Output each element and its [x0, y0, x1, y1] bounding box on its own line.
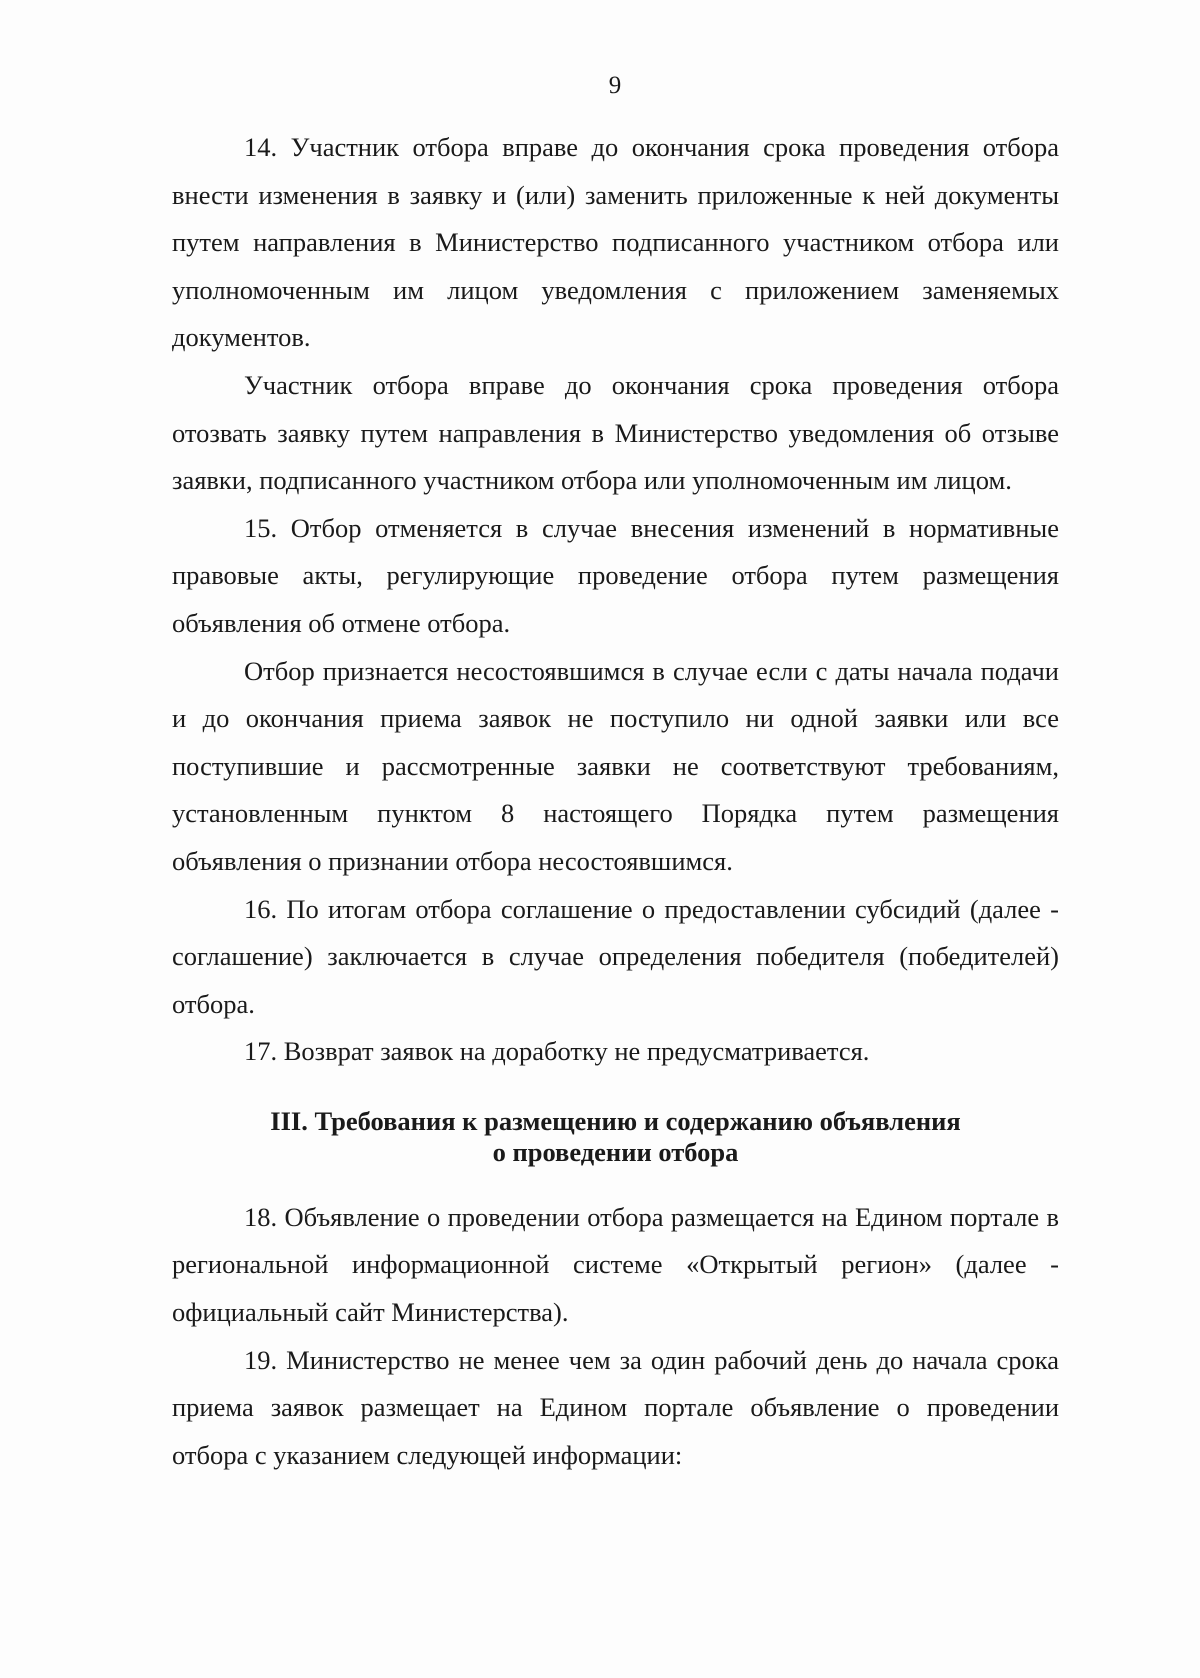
section-heading-line-2: о проведении отбора	[492, 1136, 739, 1167]
paragraph-15-failed-selection: Отбор признается несостоявшимся в случае если с даты начала подачи и до окончания приема заявок не поступило ни одной заявки или все поступившие и рассмотренные заявки не соответствуют требованиям, установленным пунктом 8 настоящего Порядка путем размещения объявления о признании отбора несостоявшимся.	[172, 655, 1059, 876]
section-heading-line-1: III. Требования к размещению и содержанию объявления	[270, 1105, 961, 1136]
paragraph-16: 16. По итогам отбора соглашение о предоставлении субсидий (далее - соглашение) заключается в случае определения победителя (победителей) отбора.	[172, 893, 1059, 1019]
paragraph-15: 15. Отбор отменяется в случае внесения изменений в нормативные правовые акты, регулирующие проведение отбора путем размещения объявления об отмене отбора.	[172, 512, 1059, 638]
document-body	[172, 124, 1059, 1479]
paragraph-17: 17. Возврат заявок на доработку не предусматривается.	[244, 1036, 870, 1067]
paragraph-19: 19. Министерство не менее чем за один рабочий день до начала срока приема заявок размещает на Едином портале объявление о проведении отбора с указанием следующей информации:	[172, 1344, 1059, 1470]
page-number: 9	[608, 72, 622, 99]
paragraph-14-withdrawal: Участник отбора вправе до окончания срока проведения отбора отозвать заявку путем направления в Министерство уведомления об отзыве заявки, подписанного участником отбора или уполномоченным им лицом.	[172, 369, 1059, 496]
paragraph-14: 14. Участник отбора вправе до окончания срока проведения отбора внести изменения в заявку и (или) заменить приложенные к ней документы путем направления в Министерство подписанного участником отбора или уполномоченным им лицом уведомления с приложением заменяемых документов.	[172, 132, 1059, 353]
section-heading-iii	[172, 1106, 1059, 1168]
paragraph-18: 18. Объявление о проведении отбора размещается на Едином портале в региональной информационной системе «Открытый регион» (далее - официальный сайт Министерства).	[172, 1201, 1059, 1328]
